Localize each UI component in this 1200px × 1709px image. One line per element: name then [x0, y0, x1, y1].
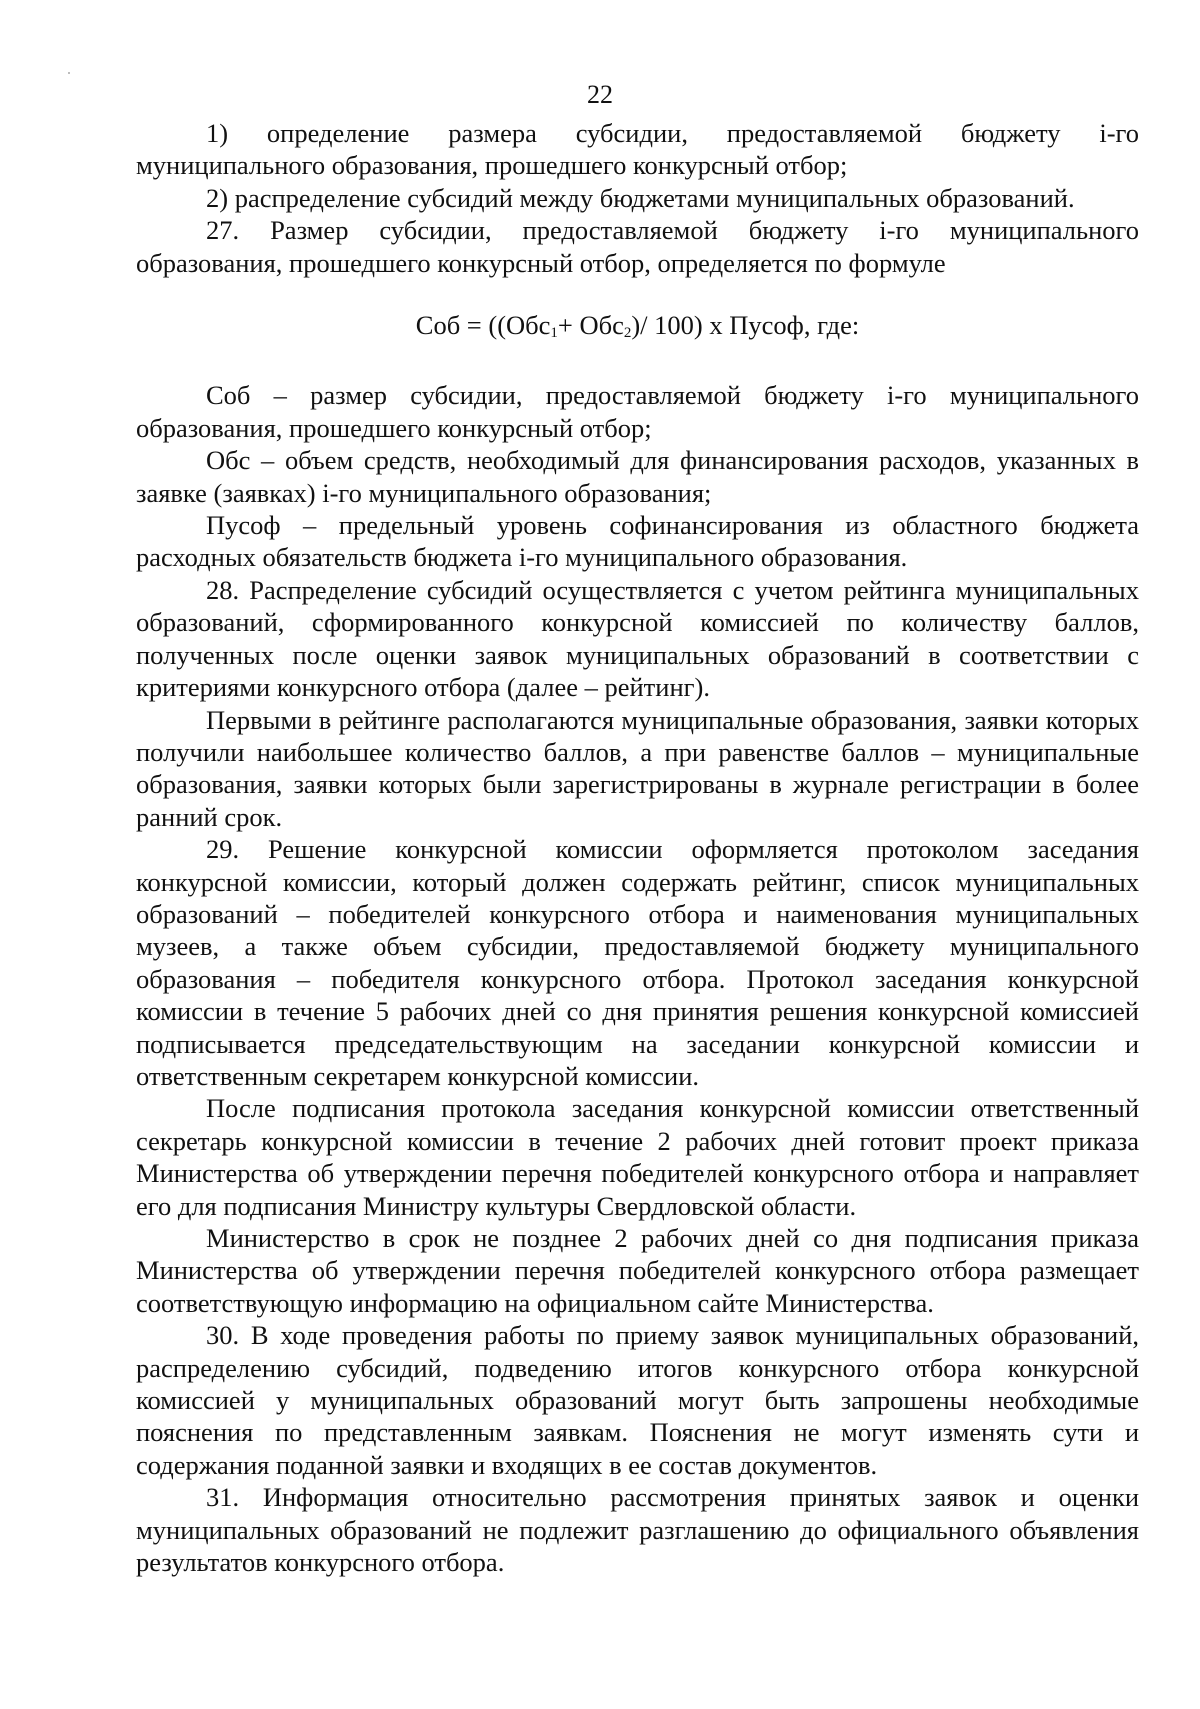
paragraph-31: 31. Информация относительно рассмотрения принятых заявок и оценки муниципальных образований не подлежит разглашению до официального объявления результатов конкурсного отбора.	[136, 1482, 1139, 1578]
paragraph-rating-order: Первыми в рейтинге располагаются муниципальные образования, заявки которых получили наибольшее количество баллов, а при равенстве баллов – муниципальные образования, заявки которых были зарегистрированы в журнале регистрации в более ранний срок.	[136, 704, 1139, 832]
subsidy-formula	[136, 309, 1139, 341]
paragraph-item-1: 1) определение размера субсидии, предоставляемой бюджету i-го муниципального образования, прошедшего конкурсный отбор;	[136, 118, 1139, 181]
definition-pusof: Пусоф – предельный уровень софинансирования из областного бюджета расходных обязательств бюджета i-го муниципального образования.	[136, 510, 1139, 573]
formula-part-1: Соб = ((Обс	[415, 310, 551, 341]
paragraph-30: 30. В ходе проведения работы по приему заявок муниципальных образований, распределению субсидий, подведению итогов конкурсного отбора конкурсной комиссией у муниципальных образований могут быть запрошены необходимые пояснения по представленным заявкам. Пояснения не могут изменять сути и содержания поданной заявки и входящих в ее состав документов.	[136, 1320, 1139, 1480]
paragraph-29: 29. Решение конкурсной комиссии оформляется протоколом заседания конкурсной комиссии, который должен содержать рейтинг, список муниципальных образований – победителей конкурсного отбора и наименования муниципальных музеев, а также объем субсидии, предоставляемой бюджету муниципального образования – победителя конкурсного отбора. Протокол заседания конкурсной комиссии в течение 5 рабочих дней со дня принятия решения конкурсной комиссией подписывается председательствующим на заседании конкурсной комиссии и ответственным секретарем конкурсной комиссии.	[136, 834, 1139, 1091]
document-body	[136, 117, 1139, 1578]
paragraph-27: 27. Размер субсидии, предоставляемой бюджету i-го муниципального образования, прошедшего конкурсный отбор, определяется по формуле	[136, 215, 1139, 278]
definition-obs: Обс – объем средств, необходимый для финансирования расходов, указанных в заявке (заявках) i-го муниципального образования;	[136, 445, 1139, 508]
paragraph-protocol-signing: После подписания протокола заседания конкурсной комиссии ответственный секретарь конкурсной комиссии в течение 2 рабочих дней готовит проект приказа Министерства об утверждении перечня победителей конкурсного отбора и направляет его для подписания Министру культуры Свердловской области.	[136, 1093, 1139, 1221]
formula-subscript-2: 2	[623, 325, 632, 342]
scan-artifact-dot	[68, 72, 70, 74]
formula-part-3: )/ 100) х Пусоф, где:	[631, 310, 860, 341]
paragraph-item-2: 2) распределение субсидий между бюджетами муниципальных образований.	[206, 182, 1075, 213]
paragraph-28: 28. Распределение субсидий осуществляется с учетом рейтинга муниципальных образований, сформированного конкурсной комиссией по количеству баллов, полученных после оценки заявок муниципальных образований в соответствии с критериями конкурсного отбора (далее – рейтинг).	[136, 574, 1139, 703]
definition-sob: Соб – размер субсидии, предоставляемой бюджету i-го муниципального образования, прошедшего конкурсный отбор;	[136, 380, 1139, 443]
page-number: 22	[587, 80, 613, 109]
formula-subscript-1: 1	[550, 325, 558, 342]
paragraph-ministry-publication: Министерство в срок не позднее 2 рабочих дней со дня подписания приказа Министерства об утверждении перечня победителей конкурсного отбора размещает соответствующую информацию на официальном сайте Министерства.	[136, 1223, 1139, 1318]
formula-part-2: + Обс	[557, 310, 624, 341]
